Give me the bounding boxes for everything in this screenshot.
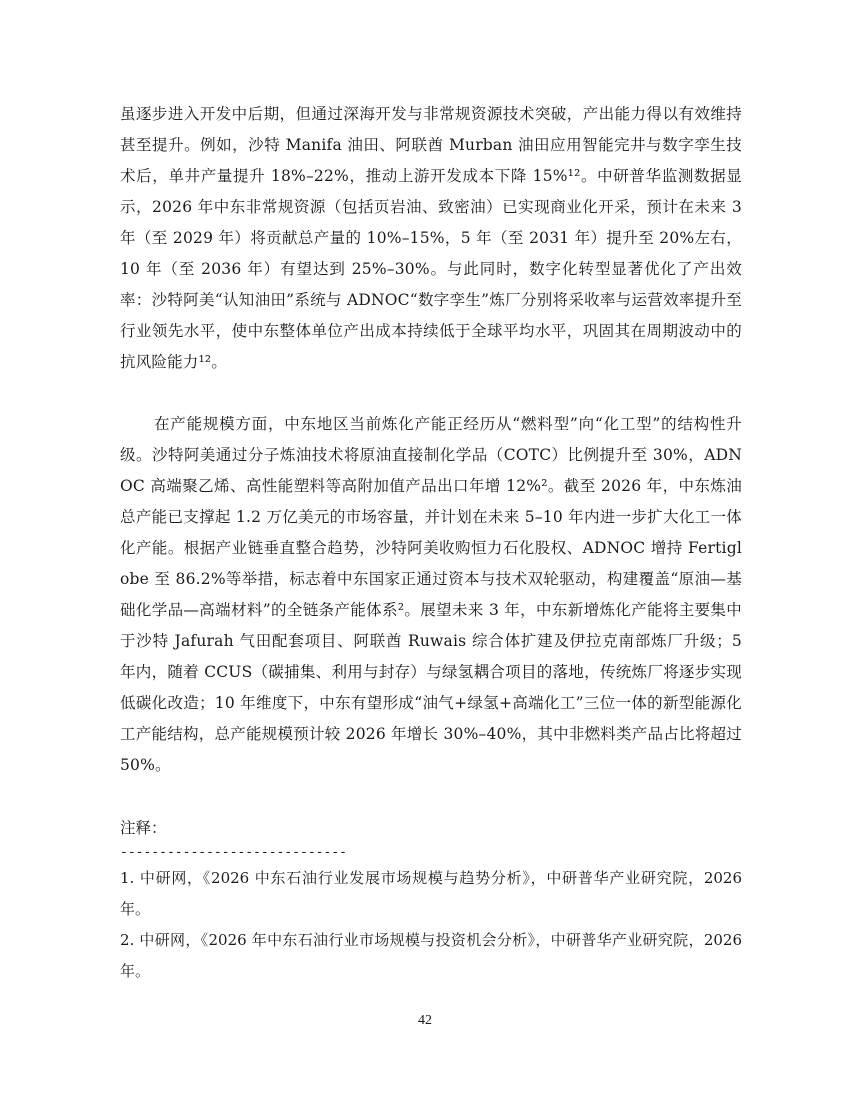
notes-section: [120, 813, 742, 987]
paragraph-production-capacity: 虽逐步进入开发中后期，但通过深海开发与非常规资源技术突破，产出能力得以有效维持甚至提升。例如，沙特 Manifa 油田、阿联酋 Murban 油田应用智能完井与数字孪生技术后，单井产量提升 18%–22%，推动上游开发成本下降 15%¹²。中研普华监测数据显示，2026 年中东非常规资源（包括页岩油、致密油）已实现商业化开采，预计在未来 3 年（至 2029 年）将贡献总产量的 10%–15%，5 年（至 2031 年）提升至 20%左右，10 年（至 2036 年）有望达到 25%–30%。与此同时，数字化转型显著优化了产出效率：沙特阿美“认知油田”系统与 ADNOC“数字孪生”炼厂分别将采收率与运营效率提升至行业领先水平，使中东整体单位产出成本持续低于全球平均水平，巩固其在周期波动中的抗风险能力¹²。: [120, 105, 742, 371]
paragraph-refining-capacity: 在产能规模方面，中东地区当前炼化产能正经历从“燃料型”向“化工型”的结构性升级。沙特阿美通过分子炼油技术将原油直接制化学品（COTC）比例提升至 30%，ADNOC 高端聚乙烯、高性能塑料等高附加值产品出口年增 12%²。截至 2026 年，中东炼油总产能已支撑起 1.2 万亿美元的市场容量，并计划在未来 5–10 年内进一步扩大化工一体化产能。根据产业链垂直整合趋势，沙特阿美收购恒力石化股权、ADNOC 增持 Fertiglobe 至 86.2%等举措，标志着中东国家正通过资本与技术双轮驱动，构建覆盖“原油—基础化学品—高端材料”的全链条产能体系²。展望未来 3 年，中东新增炼化产能将主要集中于沙特 Jafurah 气田配套项目、阿联酋 Ruwais 综合体扩建及伊拉克南部炼厂升级；5 年内，随着 CCUS（碳捕集、利用与封存）与绿氢耦合项目的落地，传统炼厂将逐步实现低碳化改造；10 年维度下，中东有望形成“油气+绿氢+高端化工”三位一体的新型能源化工产能结构，总产能规模预计较 2026 年增长 30%–40%，其中非燃料类产品占比将超过 50%。: [120, 415, 742, 774]
notes-separator: -----------------------------: [120, 845, 347, 860]
notes-title: 注释：: [120, 819, 167, 837]
body-text: [120, 99, 742, 987]
note-item-2: 2. 中研网，《2026 年中东石油行业市场规模与投资机会分析》，中研普华产业研究院，2026 年。: [120, 931, 742, 980]
note-item-1: 1. 中研网，《2026 中东石油行业发展市场规模与趋势分析》，中研普华产业研究院，2026 年。: [120, 869, 742, 918]
page-number: 42: [418, 1013, 432, 1028]
